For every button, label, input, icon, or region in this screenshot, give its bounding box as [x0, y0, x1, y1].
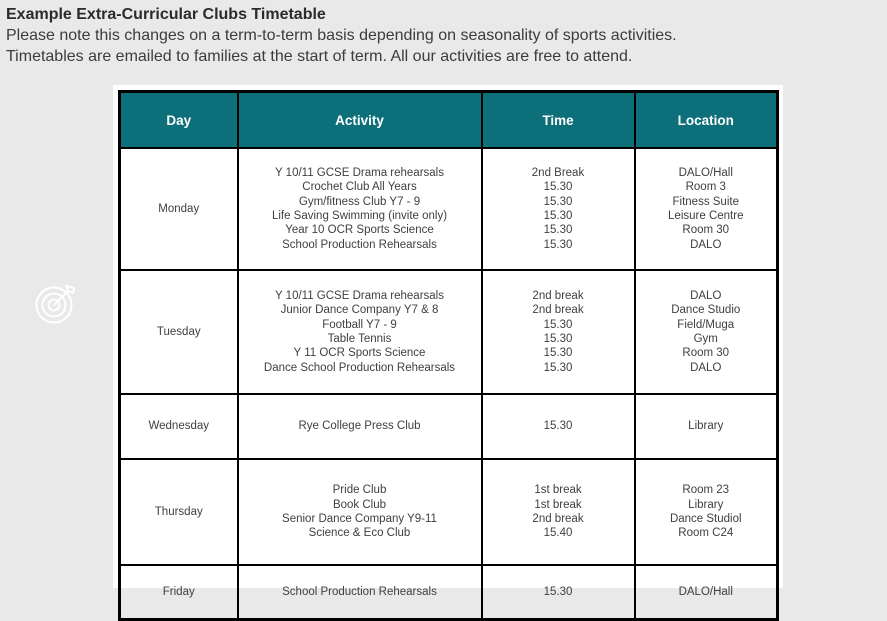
time-cell — [482, 459, 635, 565]
activity-cell-line: Pride Club — [332, 484, 387, 497]
location-cell-line: DALO/Hall — [678, 585, 733, 598]
activity-cell-line: Gym/fitness Club Y7 - 9 — [298, 195, 421, 208]
activity-cell — [238, 565, 482, 620]
activity-cell-line: Rye College Press Club — [298, 420, 421, 433]
time-cell-line: 15.30 — [543, 195, 573, 208]
intro-text — [6, 4, 884, 67]
location-cell-line: DALO — [690, 290, 722, 303]
table-row-thursday — [120, 459, 778, 565]
table-row-monday — [120, 148, 778, 270]
location-cell — [635, 565, 778, 620]
activity-cell-line: Dance School Production Rehearsals — [263, 361, 456, 374]
table-body — [120, 148, 778, 620]
table-row-wednesday — [120, 394, 778, 459]
activity-cell-line: Y 10/11 GCSE Drama rehearsals — [275, 167, 444, 180]
target-icon — [33, 282, 77, 326]
location-cell-line: DALO — [690, 361, 722, 374]
time-cell-line: 15.30 — [543, 224, 573, 237]
location-cell-line: Gym — [693, 333, 718, 345]
activity-cell — [238, 394, 482, 459]
activity-cell-line: Junior Dance Company Y7 & 8 — [280, 304, 439, 317]
time-cell-line: 15.30 — [543, 420, 573, 433]
location-cell-line: Field/Muga — [677, 318, 735, 331]
location-cell — [635, 148, 778, 270]
time-cell-line: 2nd break — [532, 304, 584, 317]
activity-cell-line: Book Club — [332, 498, 387, 511]
timetable-panel — [113, 85, 783, 598]
activity-cell — [238, 270, 482, 394]
time-cell — [482, 270, 635, 394]
day-cell: Thursday — [120, 459, 238, 565]
time-cell-line: 15.30 — [543, 318, 573, 331]
day-cell: Friday — [120, 565, 238, 620]
intro-line-2: Timetables are emailed to families at the start of term. All our activities are free to attend. — [6, 48, 633, 65]
location-cell-line: Fitness Suite — [672, 195, 739, 208]
column-header-time: Time — [482, 92, 635, 149]
activity-cell-line: Science & Eco Club — [308, 527, 411, 540]
activity-cell-line: Year 10 OCR Sports Science — [285, 224, 434, 237]
day-cell: Tuesday — [120, 270, 238, 394]
time-cell-line: 15.30 — [543, 333, 573, 345]
activity-cell-line: School Production Rehearsals — [282, 238, 437, 251]
time-cell-line: 2nd break — [532, 513, 584, 525]
time-cell-line: 15.40 — [543, 527, 573, 540]
location-cell — [635, 394, 778, 459]
time-cell-line: 15.30 — [543, 361, 573, 374]
activity-cell-line: Senior Dance Company Y9-11 — [282, 513, 437, 525]
column-header-day: Day — [120, 92, 238, 149]
location-cell — [635, 459, 778, 565]
location-cell-line: Room C24 — [678, 527, 734, 540]
activity-cell — [238, 459, 482, 565]
time-cell-line: 15.30 — [543, 238, 573, 251]
table-row-friday — [120, 565, 778, 620]
activity-cell-line: Y 11 OCR Sports Science — [293, 347, 426, 360]
location-cell-line: DALO — [690, 238, 722, 251]
location-cell-line: Library — [688, 420, 724, 433]
time-cell-line: 2nd Break — [531, 167, 585, 180]
time-cell-line: 2nd break — [532, 290, 584, 303]
location-cell-line: Room 23 — [682, 484, 730, 497]
activity-cell-line: Football Y7 - 9 — [322, 318, 397, 331]
timetable-table — [118, 90, 779, 621]
time-cell-line: 15.30 — [543, 585, 573, 598]
column-header-location: Location — [635, 92, 778, 149]
column-header-activity: Activity — [238, 92, 482, 149]
activity-cell — [238, 148, 482, 270]
time-cell — [482, 148, 635, 270]
location-cell-line: Room 3 — [685, 181, 726, 194]
header-row — [120, 92, 778, 149]
location-cell-line: Room 30 — [682, 224, 730, 237]
location-cell-line: Dance Studio — [671, 304, 741, 317]
time-cell-line: 15.30 — [543, 347, 573, 360]
location-cell-line: DALO/Hall — [678, 167, 733, 180]
activity-cell-line: Crochet Club All Years — [302, 181, 417, 194]
activity-cell-line: School Production Rehearsals — [282, 585, 437, 598]
day-cell: Wednesday — [120, 394, 238, 459]
day-cell: Monday — [120, 148, 238, 270]
time-cell-line: 1st break — [534, 484, 582, 497]
activity-cell-line: Life Saving Swimming (invite only) — [271, 210, 448, 222]
location-cell-line: Dance Studiol — [669, 513, 742, 525]
location-cell-line: Room 30 — [682, 347, 730, 360]
location-cell-line: Library — [688, 498, 724, 511]
time-cell-line: 1st break — [534, 498, 582, 511]
location-cell — [635, 270, 778, 394]
table-row-tuesday — [120, 270, 778, 394]
page-title: Example Extra-Curricular Clubs Timetable — [6, 6, 326, 23]
time-cell — [482, 394, 635, 459]
activity-cell-line: Y 10/11 GCSE Drama rehearsals — [275, 290, 444, 303]
time-cell-line: 15.30 — [543, 181, 573, 194]
table-header — [120, 92, 778, 149]
intro-line-1: Please note this changes on a term-to-term basis depending on seasonality of sports activities. — [6, 27, 677, 44]
time-cell-line: 15.30 — [543, 210, 573, 222]
activity-cell-line: Table Tennis — [327, 333, 392, 345]
location-cell-line: Leisure Centre — [668, 210, 744, 222]
time-cell — [482, 565, 635, 620]
